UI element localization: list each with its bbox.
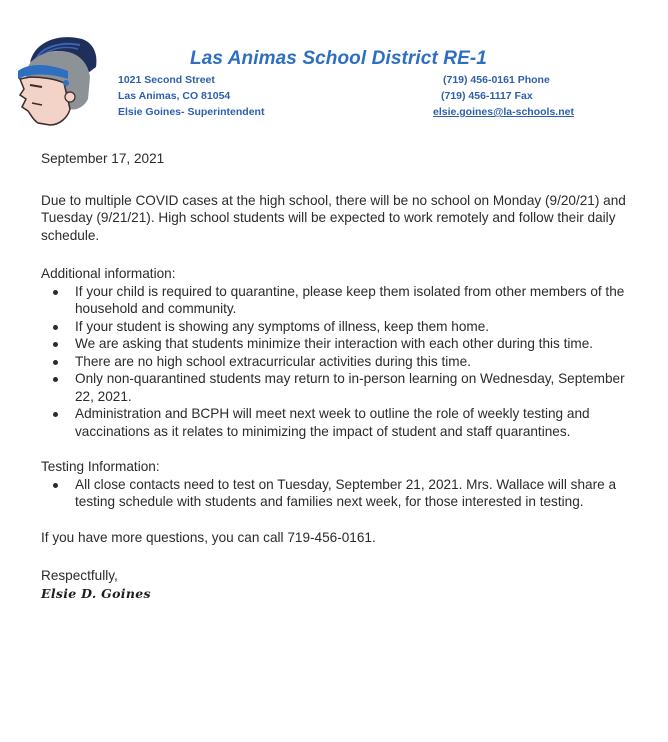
letter-date: September 17, 2021 bbox=[41, 151, 165, 166]
district-contact bbox=[433, 72, 574, 120]
list-item: Administration and BCPH will meet next week to outline the role of weekly testing and vaccinations as it relates to minimizing the impact of student and staff quarantines. bbox=[75, 405, 641, 440]
phone-number: (719) 456-0161 Phone bbox=[443, 74, 550, 86]
intro-paragraph: Due to multiple COVID cases at the high school, there will be no school on Monday (9/20/21) and Tuesday (9/21/21). High school students will be expected to work remotely and follow their daily schedule. bbox=[41, 192, 626, 243]
additional-info-heading: Additional information: bbox=[41, 266, 176, 281]
closing: Respectfully, bbox=[41, 568, 118, 583]
district-address bbox=[118, 72, 264, 120]
fax-number: (719) 456-1117 Fax bbox=[441, 90, 533, 102]
district-name: Las Animas School District RE-1 bbox=[190, 48, 487, 69]
signature: Elsie D. Goines bbox=[41, 585, 151, 601]
list-item: Only non-quarantined students may return to in-person learning on Wednesday, September 22, 2021. bbox=[75, 370, 641, 405]
bullet-icon bbox=[53, 342, 58, 347]
bullet-icon bbox=[53, 290, 58, 295]
address-line-2: Las Animas, CO 81054 bbox=[118, 90, 231, 102]
superintendent-name: Elsie Goines- Superintendent bbox=[118, 106, 265, 118]
testing-info-heading: Testing Information: bbox=[41, 459, 160, 474]
list-item: If your child is required to quarantine, please keep them isolated from other members of the household and community. bbox=[75, 283, 641, 318]
bullet-icon bbox=[53, 483, 58, 488]
testing-info-list bbox=[41, 476, 641, 511]
bullet-icon bbox=[53, 325, 58, 330]
list-item: All close contacts need to test on Tuesday, September 21, 2021. Mrs. Wallace will share a testing schedule with students and families next week, for those interested in testing. bbox=[75, 476, 641, 511]
address-line-1: 1021 Second Street bbox=[118, 74, 215, 86]
email-link[interactable]: elsie.goines@la-schools.net bbox=[433, 106, 574, 118]
spartan-helmet-logo-icon bbox=[12, 33, 98, 129]
additional-info-list bbox=[41, 283, 641, 441]
list-item: If your student is showing any symptoms of illness, keep them home. bbox=[75, 318, 641, 336]
bullet-icon bbox=[53, 360, 58, 365]
list-item: There are no high school extracurricular activities during this time. bbox=[75, 353, 641, 371]
questions-paragraph: If you have more questions, you can call 719-456-0161. bbox=[41, 529, 376, 545]
letter-body bbox=[41, 150, 641, 602]
letterhead bbox=[0, 0, 668, 130]
list-item: We are asking that students minimize their interaction with each other during this time. bbox=[75, 335, 641, 353]
bullet-icon bbox=[53, 377, 58, 382]
bullet-icon bbox=[53, 412, 58, 417]
